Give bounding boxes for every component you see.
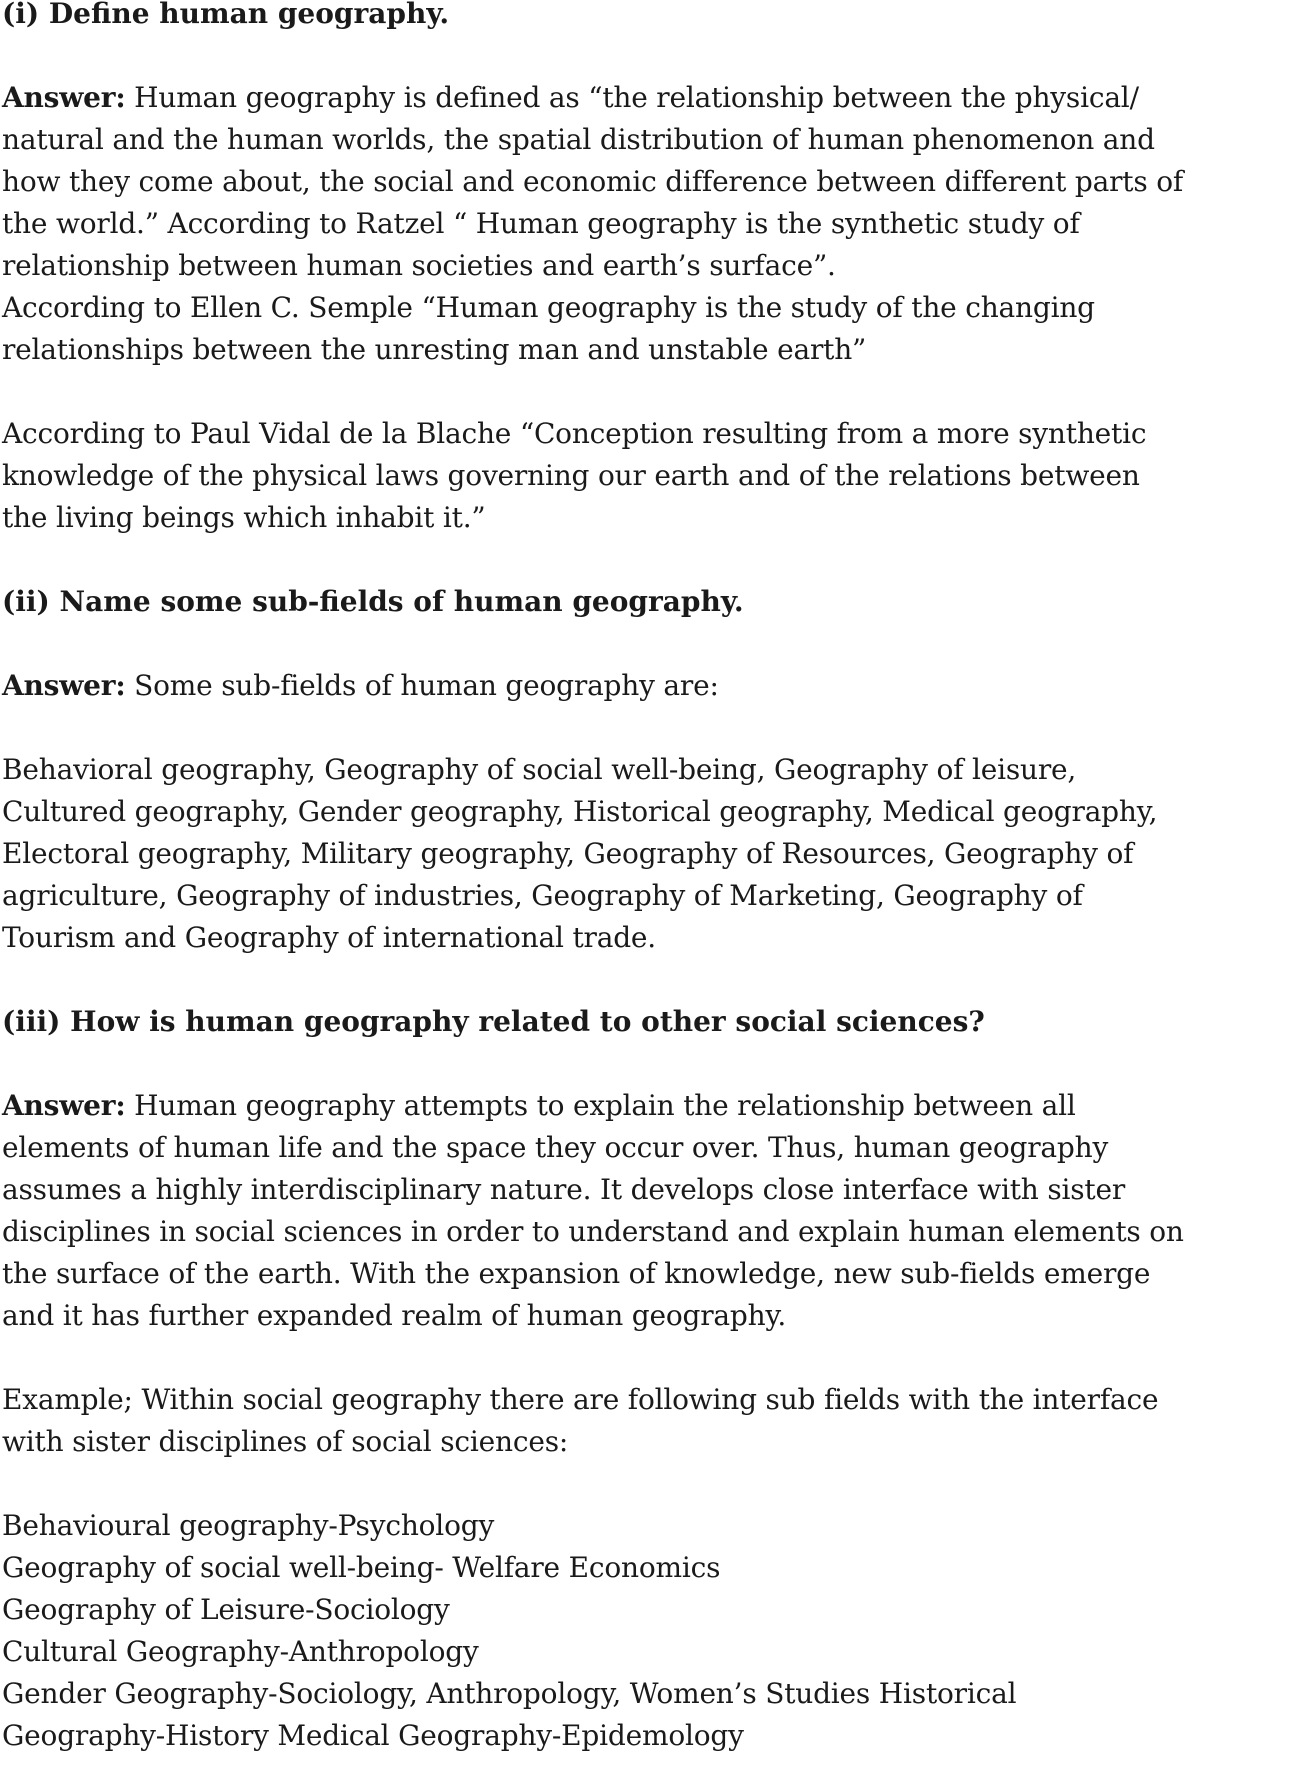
discipline-pair-line: Geography of social well-being- Welfare Economics [2,1551,721,1584]
spacer [2,1463,1288,1505]
question-1-heading: (i) Define human geography. [2,0,450,30]
answer-3-line: and it has further expanded realm of human geography. [2,1299,787,1332]
answer-3-line: elements of human life and the space they occur over. Thus, human geography [2,1131,1109,1164]
spacer [2,707,1288,749]
answer-label: Answer: [2,81,126,114]
question-2-heading: (ii) Name some sub-fields of human geography. [2,585,744,618]
answer-1-line: relationships between the unresting man and unstable earth” [2,333,867,366]
spacer [2,1043,1288,1085]
document-page [2,0,1288,1757]
answer-1-line: natural and the human worlds, the spatial distribution of human phenomenon and [2,123,1155,156]
discipline-pair-line: Geography of Leisure-Sociology [2,1593,450,1626]
answer-3-line [2,1085,1288,1127]
answer-3-line: the surface of the earth. With the expansion of knowledge, new sub-fields emerge [2,1257,1151,1290]
spacer [2,959,1288,1001]
subfield-list-line: Electoral geography, Military geography, Geography of Resources, Geography of [2,837,1134,870]
example-line: Example; Within social geography there are following sub fields with the interface [2,1383,1159,1416]
answer-label: Answer: [2,1089,126,1122]
answer-3-line: assumes a highly interdisciplinary nature. It develops close interface with sister [2,1173,1126,1206]
answer-1-para2-line: the living beings which inhabit it.” [2,501,486,534]
answer-1-line [2,77,1288,119]
discipline-pair-line: Behavioural geography-Psychology [2,1509,495,1542]
answer-1-line: According to Ellen C. Semple “Human geography is the study of the changing [2,291,1095,324]
answer-2-line [2,665,1288,707]
answer-3-text: Human geography attempts to explain the relationship between all [125,1089,1076,1122]
answer-2-text: Some sub-fields of human geography are: [125,669,719,702]
answer-1-para2-line: knowledge of the physical laws governing our earth and of the relations between [2,459,1140,492]
spacer [2,1337,1288,1379]
answer-1-text: Human geography is defined as “the relationship between the physical/ [125,81,1139,114]
answer-3-line: disciplines in social sciences in order to understand and explain human elements on [2,1215,1184,1248]
answer-1-para2-line: According to Paul Vidal de la Blache “Conception resulting from a more synthetic [2,417,1147,450]
example-line: with sister disciplines of social sciences: [2,1425,569,1458]
answer-1-line: relationship between human societies and earth’s surface”. [2,249,836,282]
subfield-list-line: Behavioral geography, Geography of social well-being, Geography of leisure, [2,753,1077,786]
spacer [2,371,1288,413]
discipline-pair-line: Gender Geography-Sociology, Anthropology, Women’s Studies Historical [2,1677,1017,1710]
spacer [2,623,1288,665]
discipline-pair-line: Geography-History Medical Geography-Epidemology [2,1719,744,1752]
answer-1-line: how they come about, the social and economic difference between different parts of [2,165,1184,198]
subfield-list-line: Tourism and Geography of international trade. [2,921,656,954]
answer-label: Answer: [2,669,126,702]
subfield-list-line: agriculture, Geography of industries, Geography of Marketing, Geography of [2,879,1083,912]
spacer [2,539,1288,581]
answer-1-line: the world.” According to Ratzel “ Human geography is the synthetic study of [2,207,1080,240]
discipline-pair-line: Cultural Geography-Anthropology [2,1635,479,1668]
question-3-heading: (iii) How is human geography related to other social sciences? [2,1005,985,1038]
subfield-list-line: Cultured geography, Gender geography, Historical geography, Medical geography, [2,795,1158,828]
spacer [2,35,1288,77]
